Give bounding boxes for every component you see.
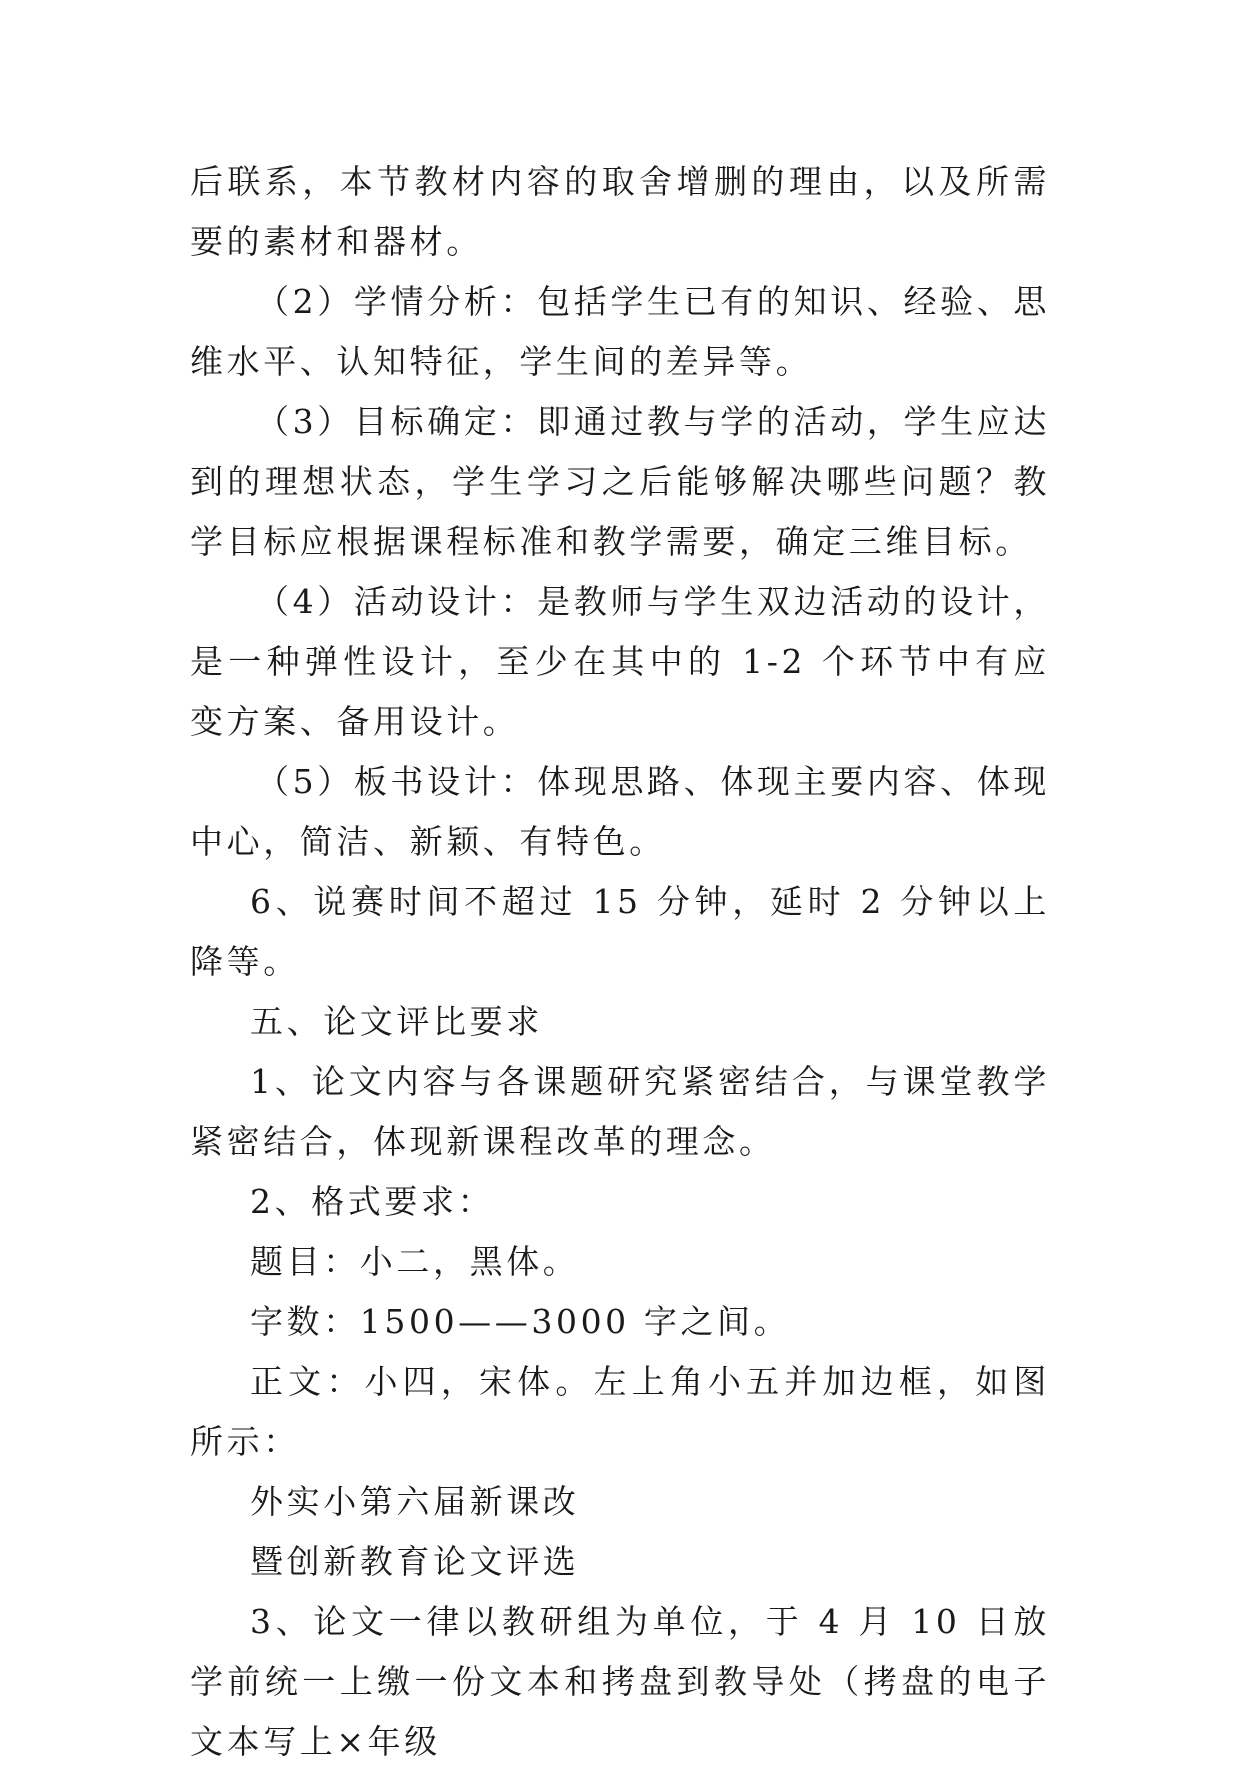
paragraph-body-format: 正文：小四，宋体。左上角小五并加边框，如图所示： xyxy=(190,1362,1050,1461)
sample-header-line-1: 外实小第六届新课改 xyxy=(250,1482,580,1521)
paragraph-title-format: 题目：小二，黑体。 xyxy=(250,1242,580,1281)
sample-header-line-2: 暨创新教育论文评选 xyxy=(250,1542,580,1581)
paragraph-blackboard-design: （5）板书设计：体现思路、体现主要内容、体现中心，简洁、新颖、有特色。 xyxy=(190,762,1050,861)
paragraph-paper-content: 1、论文内容与各课题研究紧密结合，与课堂教学紧密结合，体现新课程改革的理念。 xyxy=(190,1062,1050,1161)
paragraph-student-analysis: （2）学情分析：包括学生已有的知识、经验、思维水平、认知特征，学生间的差异等。 xyxy=(190,282,1050,381)
paragraph-time-limit: 6、说赛时间不超过 15 分钟，延时 2 分钟以上降等。 xyxy=(190,882,1050,981)
paragraph-format-requirements: 2、格式要求： xyxy=(250,1182,495,1221)
paragraph-goal-setting: （3）目标确定：即通过教与学的活动，学生应达到的理想状态，学生学习之后能够解决哪些问题？教学目标应根据课程标准和教学需要，确定三维目标。 xyxy=(190,402,1050,561)
paragraph-submission: 3、论文一律以教研组为单位，于 4 月 10 日放学前统一上缴一份文本和拷盘到教导处（拷盘的电子文本写上×年级 xyxy=(190,1602,1050,1761)
document-body xyxy=(190,152,1050,1772)
paragraph-activity-design: （4）活动设计：是教师与学生双边活动的设计，是一种弹性设计，至少在其中的 1-2 个环节中有应变方案、备用设计。 xyxy=(190,582,1050,741)
section-heading-paper-requirements: 五、论文评比要求 xyxy=(250,1002,543,1041)
paragraph-word-count: 字数：1500——3000 字之间。 xyxy=(250,1302,791,1341)
paragraph-material-reasons: 后联系，本节教材内容的取舍增删的理由，以及所需要的素材和器材。 xyxy=(190,162,1050,261)
